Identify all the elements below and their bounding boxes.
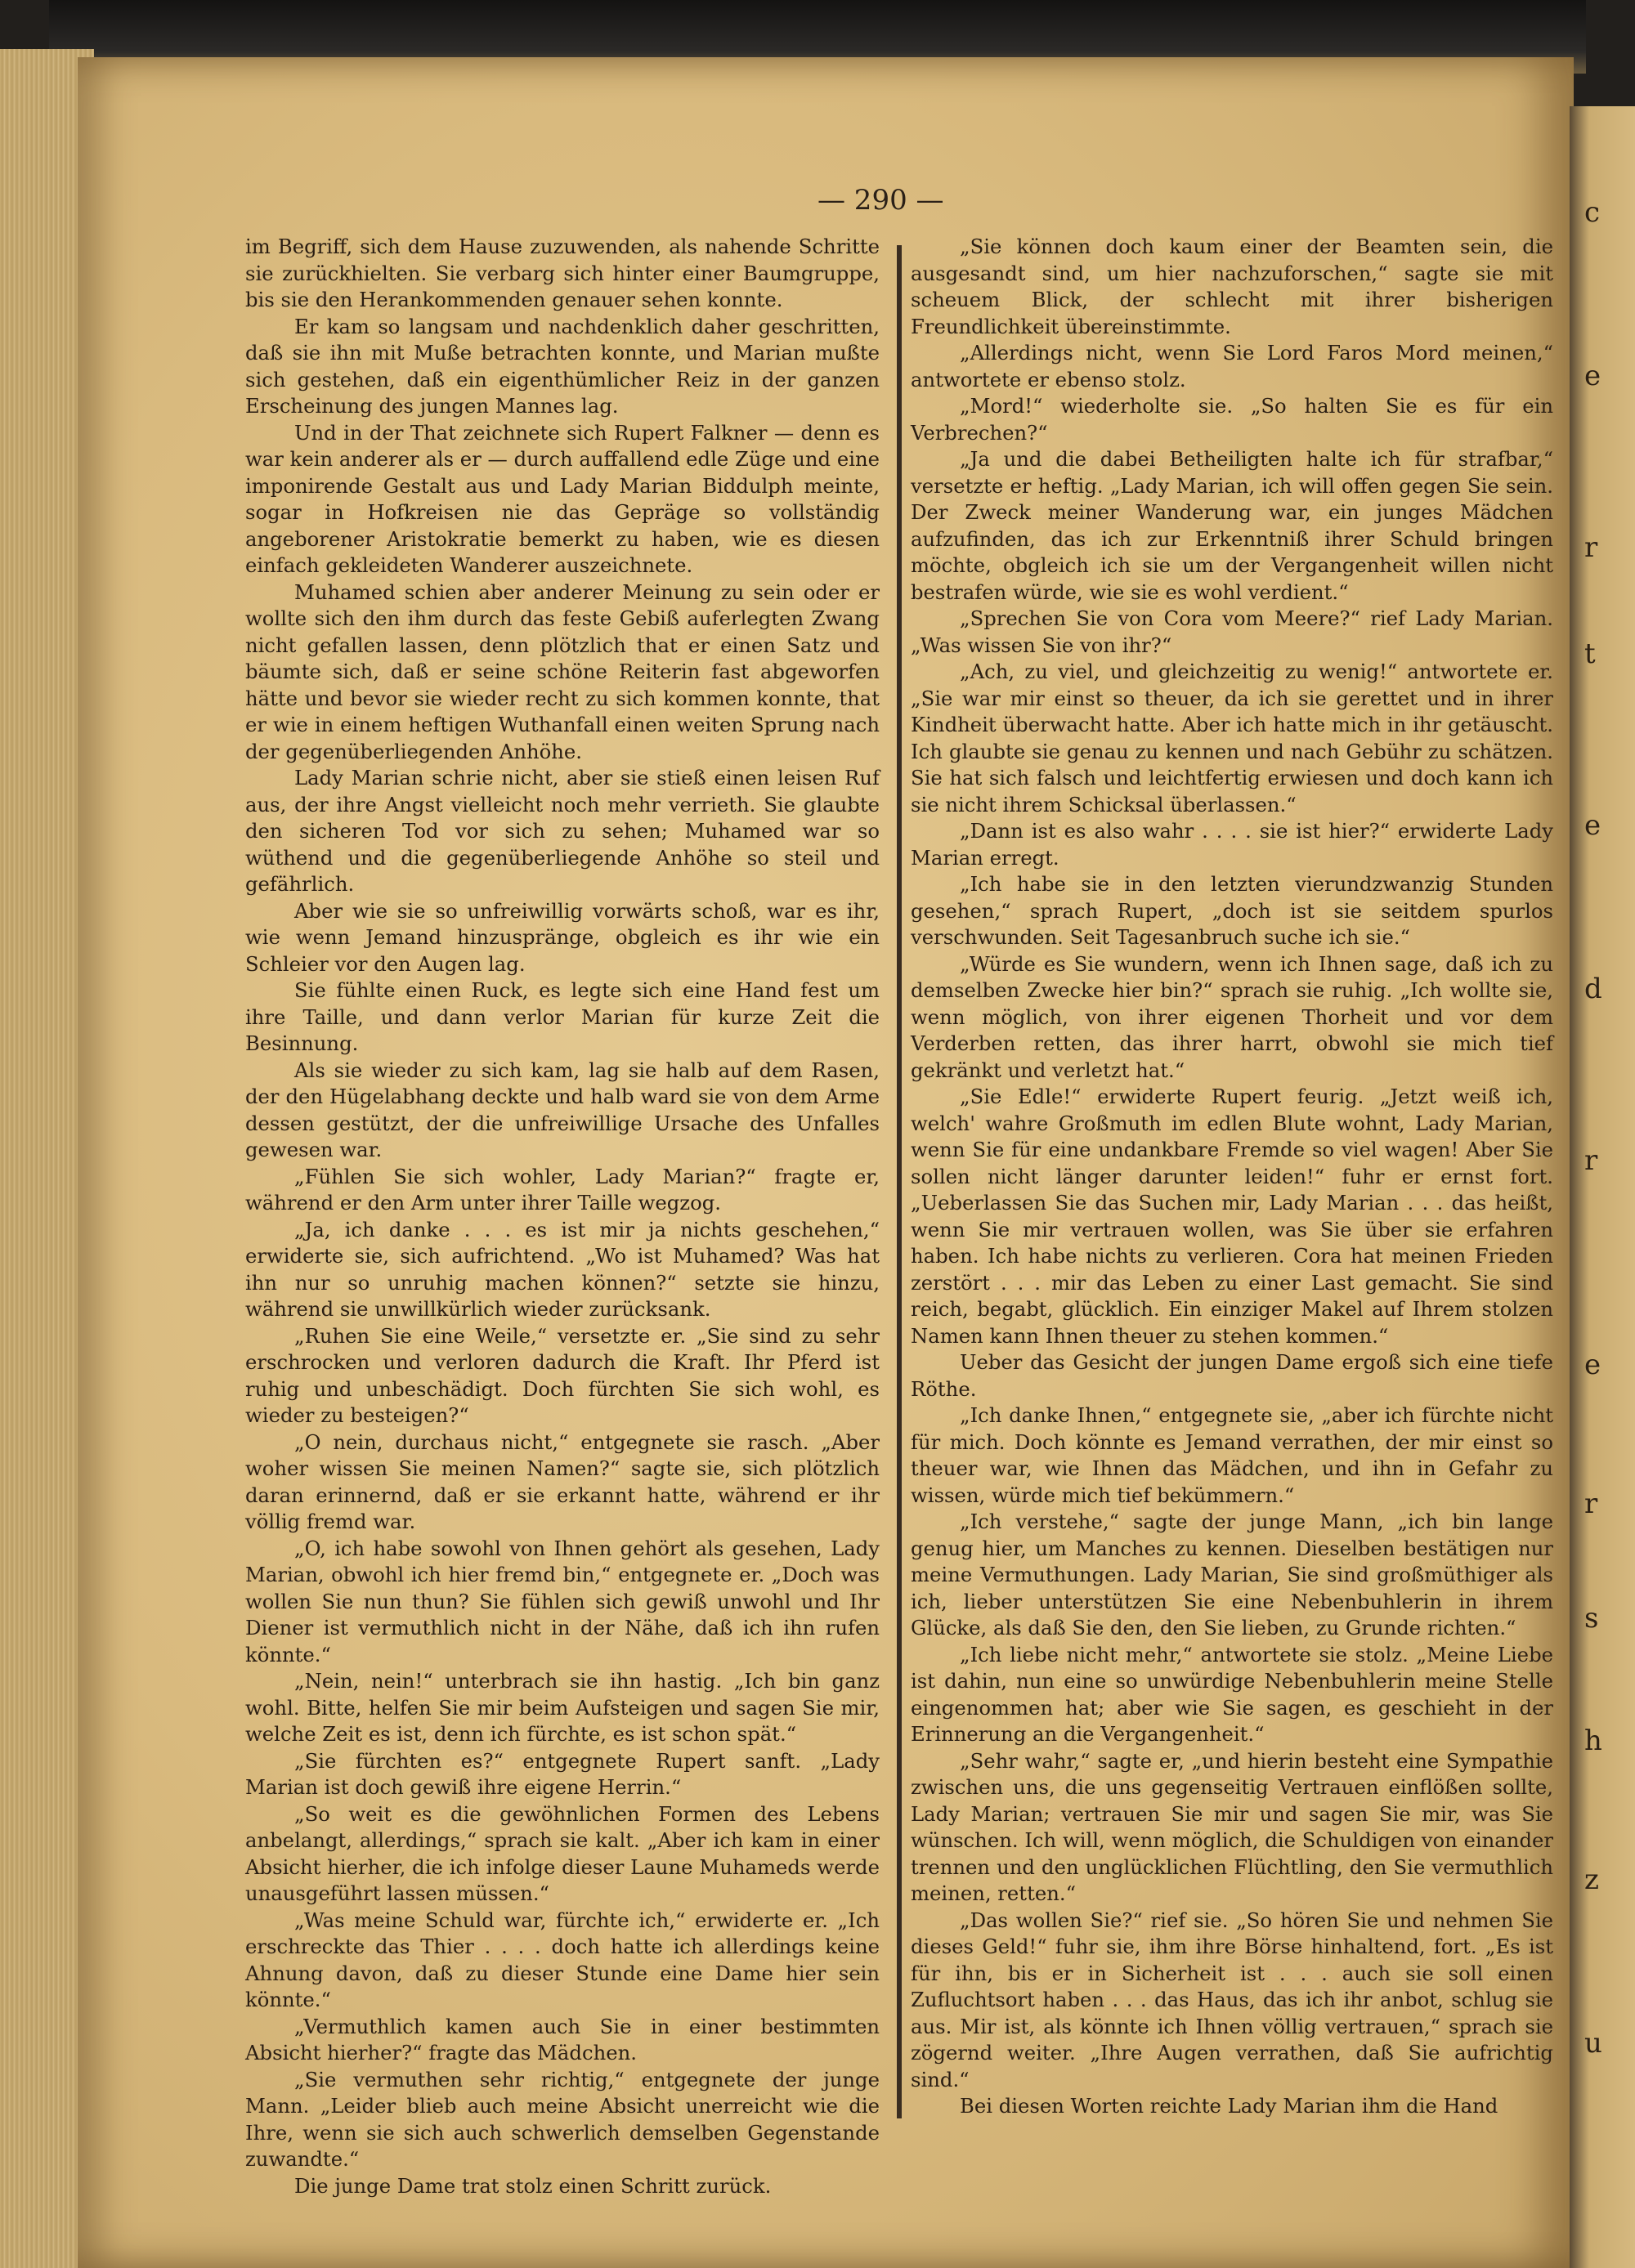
paragraph: „Ich verstehe,“ sagte der junge Mann, „ich bin lange genug hier, um Manches zu kennen. Dieselben bestätigen nur meine Vermuthungen. Lady Marian, Sie sind großmüthiger als ich, lieber unterstützen Sie eine Nebenbuhlerin in ihrem Glücke, als daß Sie den, den Sie lieben, zu Grunde richten.“ bbox=[911, 1510, 1553, 1639]
right-text-column bbox=[911, 234, 1553, 2120]
paragraph: „Sie vermuthen sehr richtig,“ entgegnete der junge Mann. „Leider blieb auch meine Absicht unerreicht wie die Ihre, wenn sie sich auch schwerlich demselben Gegenstande zuwandte.“ bbox=[245, 2067, 880, 2171]
next-page-fragment: c bbox=[1584, 196, 1601, 229]
page-number: — 290 — bbox=[818, 184, 944, 217]
next-page-fragment: r bbox=[1584, 1144, 1598, 1177]
paragraph: Und in der That zeichnete sich Rupert Falkner — denn es war kein anderer als er — durch auffallend edle Züge und eine imponirende Gestalt aus und Lady Marian Biddulph meinte, sogar in Hofkreisen nie das Gepräge so vollständig angeborener Aristokratie bemerkt zu haben, wie es diesen einfach gekleideten Wanderer auszeichnete. bbox=[245, 420, 880, 577]
paragraph: „Ich habe sie in den letzten vierundzwanzig Stunden gesehen,“ sprach Rupert, „doch ist sie seitdem spurlos verschwunden. Seit Tagesanbruch suche ich sie.“ bbox=[911, 872, 1553, 949]
paragraph: „Sie können doch kaum einer der Beamten sein, die ausgesandt sind, um hier nachzuforschen,“ sagte sie mit scheuem Blick, der schlecht mit ihrer bisherigen Freundlichkeit übereinstimmte. bbox=[911, 235, 1553, 338]
paragraph: „Allerdings nicht, wenn Sie Lord Faros Mord meinen,“ antwortete er ebenso stolz. bbox=[911, 341, 1553, 391]
next-page-fragment: u bbox=[1584, 2027, 1602, 2060]
next-page-fragment: e bbox=[1584, 809, 1601, 842]
paragraph: „Ruhen Sie eine Weile,“ versetzte er. „Sie sind zu sehr erschrocken und verloren dadurch die Kraft. Ihr Pferd ist ruhig und unbeschädigt. Doch fürchten Sie sich wohl, es wieder zu besteigen?“ bbox=[245, 1323, 880, 1427]
paragraph: „Sprechen Sie von Cora vom Meere?“ rief Lady Marian. „Was wissen Sie von ihr?“ bbox=[911, 606, 1553, 657]
paragraph: Sie fühlte einen Ruck, es legte sich eine Hand fest um ihre Taille, und dann verlor Marian für kurze Zeit die Besinnung. bbox=[245, 978, 880, 1055]
next-page-fragment: r bbox=[1584, 1487, 1598, 1520]
paragraph: „Sie Edle!“ erwiderte Rupert feurig. „Jetzt weiß ich, welch' wahre Großmuth im edlen Blute wohnt, Lady Marian, wenn Sie für eine undankbare Fremde so viel wagen! Aber Sie sollen nicht länger darunter leiden!“ fuhr er ernst fort. „Ueberlassen Sie das Suchen mir, Lady Marian . . . das heißt, wenn Sie mir vertrauen wollen, was Sie über sie erfahren haben. Ich habe nichts zu verlieren. Cora hat meinen Frieden zerstört . . . mir das Leben zu einer Last gemacht. Sie sind reich, begabt, glücklich. Ein einziger Makel auf Ihrem stolzen Namen kann Ihnen theuer zu stehen kommen.“ bbox=[911, 1085, 1553, 1348]
paragraph: „Ich danke Ihnen,“ entgegnete sie, „aber ich fürchte nicht für mich. Doch könnte es Jemand verrathen, der mir einst so theuer war, wie Ihnen das Mädchen, und ihn in Gefahr zu wissen, würde mich tief bekümmern.“ bbox=[911, 1403, 1553, 1507]
paragraph: Lady Marian schrie nicht, aber sie stieß einen leisen Ruf aus, der ihre Angst vielleicht noch mehr verrieth. Sie glaubte den sicheren Tod vor sich zu sehen; Muhamed war so wüthend und die gegenüberliegende Anhöhe so steil und gefährlich. bbox=[245, 766, 880, 896]
paragraph: Ueber das Gesicht der jungen Dame ergoß sich eine tiefe Röthe. bbox=[911, 1350, 1553, 1401]
left-text-column bbox=[245, 234, 880, 2199]
paragraph: Aber wie sie so unfreiwillig vorwärts schoß, war es ihr, wie wenn Jemand hinzuspränge, obgleich es ihr wie ein Schleier vor den Augen lag. bbox=[245, 898, 880, 976]
paragraph: „Vermuthlich kamen auch Sie in einer bestimmten Absicht hierher?“ fragte das Mädchen. bbox=[245, 2014, 880, 2064]
next-page-fragment: t bbox=[1584, 637, 1596, 670]
paragraph: Bei diesen Worten reichte Lady Marian ihm die Hand bbox=[960, 2094, 1498, 2118]
next-page-fragment: e bbox=[1584, 360, 1601, 392]
paragraph: Er kam so langsam und nachdenklich daher geschritten, daß sie ihn mit Muße betrachten konnte, und Marian mußte sich gestehen, daß ein eigenthümlicher Reiz in der ganzen Erscheinung des jungen Mannes lag. bbox=[245, 314, 880, 418]
paragraph: im Begriff, sich dem Hause zuzuwenden, als nahende Schritte sie zurückhielten. Sie verbarg sich hinter einer Baumgruppe, bis sie den Herankommenden genauer sehen konnte. bbox=[245, 235, 880, 311]
paragraph: „Sie fürchten es?“ entgegnete Rupert sanft. „Lady Marian ist doch gewiß ihre eigene Herrin.“ bbox=[245, 1748, 880, 1799]
next-page-fragment: z bbox=[1584, 1863, 1599, 1896]
next-page-fragment: e bbox=[1584, 1349, 1601, 1381]
paragraph: Als sie wieder zu sich kam, lag sie halb auf dem Rasen, der den Hügelabhang deckte und halb ward sie von dem Arme dessen gestützt, der die unfreiwillige Ursache des Unfalles gewesen war. bbox=[245, 1058, 880, 1161]
paragraph: Muhamed schien aber anderer Meinung zu sein oder er wollte sich den ihm durch das feste Gebiß auferlegten Zwang nicht gefallen lassen, denn plötzlich that er einen Satz und bäumte sich, daß er seine schöne Reiterin fast abgeworfen hätte und bevor sie wieder recht zu sich kommen konnte, that er wie in einem heftigen Wuthanfall einen weiten Sprung nach der gegenüberliegenden Anhöhe. bbox=[245, 579, 880, 763]
paragraph: „Fühlen Sie sich wohler, Lady Marian?“ fragte er, während er den Arm unter ihrer Taille wegzog. bbox=[245, 1164, 880, 1215]
paragraph: „So weit es die gewöhnlichen Formen des Lebens anbelangt, allerdings,“ sprach sie kalt. „Aber ich kam in einer Absicht hierher, die ich infolge dieser Laune Muhameds werde unausgeführt lassen müssen.“ bbox=[245, 1801, 880, 1905]
paragraph: „Würde es Sie wundern, wenn ich Ihnen sage, daß ich zu demselben Zwecke hier bin?“ sprach sie ruhig. „Ich wollte sie, wenn möglich, von ihrer eigenen Thorheit und vor dem Verderben retten, das ihrer harrt, obwohl sie mich tief gekränkt und verletzt hat.“ bbox=[911, 951, 1553, 1082]
paragraph: „Ja und die dabei Betheiligten halte ich für strafbar,“ versetzte er heftig. „Lady Marian, ich will offen gegen Sie sein. Der Zweck meiner Wanderung war, ein junges Mädchen aufzufinden, das ich zur Erkenntniß ihrer Schuld bringen möchte, obgleich ich sie um der Vergangenheit willen nicht bestrafen würde, wie sie es wohl verdient.“ bbox=[911, 447, 1553, 604]
paragraph: „Ich liebe nicht mehr,“ antwortete sie stolz. „Meine Liebe ist dahin, nun eine so unwürdige Nebenbuhlerin meine Stelle eingenommen hat; aber wie Sie sagen, es geschieht in der Erinnerung an die Vergangenheit.“ bbox=[911, 1642, 1553, 1746]
next-page-edge bbox=[1570, 106, 1635, 2268]
paragraph: „Ach, zu viel, und gleichzeitig zu wenig!“ antwortete er. „Sie war mir einst so theuer, da ich sie gerettet und in ihrer Kindheit überwacht hatte. Aber ich hatte mich in ihr getäuscht. Ich glaubte sie genau zu kennen und nach Gebühr zu schätzen. Sie hat sich falsch und leichtfertig erwiesen und doch kann ich sie nicht ihrem Schicksal überlassen.“ bbox=[911, 660, 1553, 816]
paragraph: Die junge Dame trat stolz einen Schritt zurück. bbox=[294, 2173, 772, 2198]
next-page-fragment: h bbox=[1584, 1724, 1602, 1757]
paragraph: „Nein, nein!“ unterbrach sie ihn hastig. „Ich bin ganz wohl. Bitte, helfen Sie mir beim Aufsteigen und sagen Sie mir, welche Zeit es ist, denn ich fürchte, es ist schon spät.“ bbox=[245, 1669, 880, 1746]
paragraph: „Mord!“ wiederholte sie. „So halten Sie es für ein Verbrechen?“ bbox=[911, 394, 1553, 445]
paragraph: „Sehr wahr,“ sagte er, „und hierin besteht eine Sympathie zwischen uns, die uns gegenseitig Vertrauen einflößen sollte, Lady Marian; vertrauen Sie mir und sagen Sie mir, was Sie wünschen. Ich will, wenn möglich, die Schuldigen von einander trennen und den unglücklichen Flüchtling, den Sie vermuthlich meinen, retten.“ bbox=[911, 1748, 1553, 1905]
next-page-fragment: s bbox=[1584, 1602, 1599, 1635]
paragraph: „Das wollen Sie?“ rief sie. „So hören Sie und nehmen Sie dieses Geld!“ fuhr sie, ihm ihre Börse hinhaltend, fort. „Es ist für ihn, bis er in Sicherheit ist . . . auch sie soll einen Zufluchtsort haben . . . das Haus, das ich ihr anbot, schlug sie aus. Mir ist, als könnte ich Ihnen völlig vertrauen,“ sprach sie zögernd weiter. „Ihre Augen verrathen, daß Sie aufrichtig sind.“ bbox=[911, 1908, 1553, 2091]
column-divider bbox=[897, 245, 902, 2118]
next-page-fragment: d bbox=[1584, 973, 1602, 1005]
paragraph: „Ja, ich danke . . . es ist mir ja nichts geschehen,“ erwiderte sie, sich aufrichtend. „Wo ist Muhamed? Was hat ihn nur so unruhig machen können?“ setzte sie hinzu, während sie unwillkürlich wieder zurücksank. bbox=[245, 1217, 880, 1321]
paragraph: „Was meine Schuld war, fürchte ich,“ erwiderte er. „Ich erschreckte das Thier . . . . doch hatte ich allerdings keine Ahnung davon, daß zu dieser Stunde eine Dame hier sein könnte.“ bbox=[245, 1908, 880, 2011]
paragraph: „O nein, durchaus nicht,“ entgegnete sie rasch. „Aber woher wissen Sie meinen Namen?“ sagte sie, sich plötzlich daran erinnernd, daß er sie erkannt hatte, während er ihr völlig fremd war. bbox=[245, 1429, 880, 1533]
next-page-fragment: r bbox=[1584, 531, 1598, 564]
paragraph: „Dann ist es also wahr . . . . sie ist hier?“ erwiderte Lady Marian erregt. bbox=[911, 819, 1553, 870]
paragraph: „O, ich habe sowohl von Ihnen gehört als gesehen, Lady Marian, obwohl ich hier fremd bin,“ entgegnete er. „Doch was wollen Sie nun thun? Sie fühlen sich gewiß unwohl und Ihr Diener ist vermuthlich nicht in der Nähe, daß ich ihn rufen könnte.“ bbox=[245, 1536, 880, 1666]
